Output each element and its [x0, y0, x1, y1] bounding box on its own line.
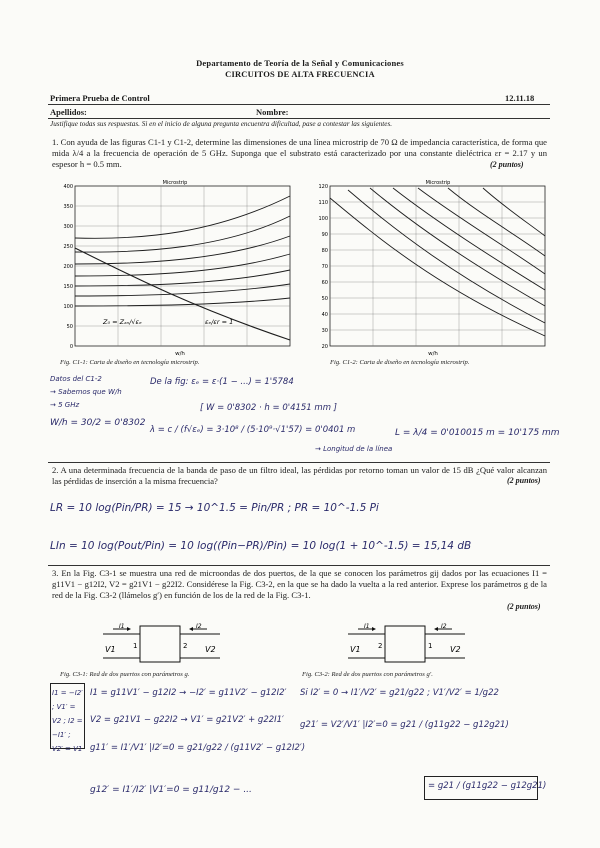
- answer-1-line-3: → 5 GHz: [50, 401, 80, 409]
- exam-date: 12.11.18: [505, 93, 535, 103]
- y-tick-label: 50: [66, 324, 73, 330]
- y-tick-label: 200: [63, 264, 73, 270]
- question-3-text: 3. En la Fig. C3-1 se muestra una red de microondas de dos puertos, de la que se conocen los parámetros gij dados por las ecuaciones I1 = g11V1 − g12I2, V2 = g21V1 − g22I2. Considérese la Fig. C3-2, en la que se ha dado la vuelta a la red anterior. Exprese los parámetros g de la red de la Fig. C3-2 (llámelos g′) en función de los de la red de la Fig. C3-1.: [52, 568, 547, 601]
- answer-3-line-3: V2 = g21V1 − g22I2 → V1′ = g21V2′ + g22I1′: [90, 715, 284, 725]
- y-tick-label: 80: [321, 248, 328, 254]
- curve: [370, 188, 545, 306]
- exam-title: Primera Prueba de Control: [50, 93, 150, 103]
- c3-1-port2: 2: [183, 642, 188, 650]
- divider-q3: [48, 565, 550, 566]
- c3-1-port1: 1: [133, 642, 138, 650]
- curve: [418, 188, 545, 274]
- c3-1-v2: V2: [205, 645, 216, 654]
- y-tick-label: 110: [318, 200, 328, 206]
- header-rule: [48, 104, 550, 105]
- fig1-annotation-eps: εₑ/εr = 1: [205, 318, 234, 326]
- c3-2-v2: V2: [450, 645, 461, 654]
- figure-c1-1: [55, 178, 300, 358]
- answer-1-line-7: λ = c / (f√εₑ) = 3·10⁸ / (5·10⁹·√1'57) = 0'0401 m: [150, 425, 356, 435]
- y-tick-label: 50: [321, 296, 328, 302]
- question-2-text: 2. A una determinada frecuencia de la banda de paso de un filtro ideal, las pérdidas por retorno toman un valor de 15 dB ¿Qué valor alcanzan las pérdidas de inserción a la misma frecuencia?: [52, 465, 547, 487]
- y-tick-label: 0: [69, 344, 73, 350]
- answer-3-line-5: Si I2′ = 0 → I1′/V2′ = g21/g22 ; V1′/V2′ = 1/g22: [300, 688, 499, 698]
- course-title: CIRCUITOS DE ALTA FRECUENCIA: [225, 69, 375, 79]
- curve: [75, 216, 290, 252]
- fig1-xlabel: w/h: [175, 351, 185, 357]
- y-tick-label: 20: [321, 344, 328, 350]
- surname-label: Apellidos:: [50, 107, 87, 117]
- fig2-title: Microstrip: [425, 180, 451, 186]
- y-tick-label: 90: [321, 232, 328, 238]
- fig2-xlabel: w/h: [428, 351, 438, 357]
- answer-3-line-2: I1 = g11V1′ − g12I2 → −I2′ = g11V2′ − g12I2′: [90, 688, 287, 698]
- figure-c3-1: [95, 620, 230, 670]
- answer-1-line-2: → Sabemos que W/h: [50, 388, 122, 396]
- y-tick-label: 30: [321, 328, 328, 334]
- y-tick-label: 40: [321, 312, 328, 318]
- fig1-title: Microstrip: [162, 180, 188, 186]
- c3-2-v1: V1: [350, 645, 361, 654]
- y-tick-label: 300: [63, 224, 73, 230]
- answer-1-line-8: → Longitud de la línea: [315, 445, 393, 453]
- department-title: Departamento de Teoría de la Señal y Comunicaciones: [196, 58, 404, 68]
- answer-1-line-5: De la fig: εₑ = ε·(1 − ...) = 1'5784: [150, 377, 294, 387]
- figure-c3-1-caption: Fig. C3-1: Red de dos puertos con parámetros g.: [60, 671, 190, 678]
- y-tick-label: 120: [318, 184, 328, 190]
- figure-c3-2-diagram: [340, 620, 475, 670]
- name-rule: [48, 118, 550, 119]
- figure-c1-2-caption: Fig. C1-2: Carta de diseño en tecnología microstrip.: [330, 359, 470, 366]
- question-2-points: (2 puntos): [507, 476, 541, 485]
- fig1-annotation-z0: Z₀ = Zₐₙ/√εₑ: [103, 318, 142, 326]
- answer-2-line-1: LR = 10 log(Pin/PR) = 15 → 10^1.5 = Pin/PR ; PR = 10^-1.5 Pi: [50, 502, 379, 514]
- c3-1-i1: I1: [119, 623, 125, 630]
- answer-3-line-1: I1 = −I2′ ; V1′ = V2 ; I2 = −I1′ ; V2′ = V1: [52, 689, 83, 753]
- y-tick-label: 250: [63, 244, 73, 250]
- figure-c1-2-plot: [308, 178, 553, 358]
- answer-3-line-8: = g21 / (g11g22 − g12g21): [428, 781, 547, 791]
- answer-1-line-1: Datos del C1-2: [50, 375, 102, 383]
- y-tick-label: 100: [318, 216, 328, 222]
- figure-c1-1-plot: [55, 178, 300, 358]
- y-tick-label: 60: [321, 280, 328, 286]
- y-tick-label: 70: [321, 264, 328, 270]
- y-tick-label: 100: [63, 304, 73, 310]
- c3-1-v1: V1: [105, 645, 116, 654]
- answer-1-line-4: W/h = 30/2 = 0'8302: [50, 418, 146, 428]
- question-3-points: (2 puntos): [507, 602, 541, 611]
- figure-c3-1-diagram: [95, 620, 230, 670]
- c3-2-port1: 1: [428, 642, 433, 650]
- curve: [75, 254, 290, 276]
- instructions: Justifique todas sus respuestas. Si en el inicio de alguna pregunta encuentra dificultad, pase a contestar las siguientes.: [50, 120, 393, 128]
- answer-1-line-6: [ W = 0'8302 · h = 0'4151 mm ]: [200, 403, 338, 413]
- c3-2-i2: I2: [441, 623, 447, 630]
- name-label: Nombre:: [256, 107, 289, 117]
- curve: [393, 188, 545, 290]
- figure-c1-1-caption: Fig. C1-1: Carta de diseño en tecnología microstrip.: [60, 359, 200, 366]
- y-tick-label: 400: [63, 184, 73, 190]
- c3-2-i1: I1: [364, 623, 370, 630]
- y-tick-label: 150: [63, 284, 73, 290]
- curve: [483, 188, 545, 236]
- figure-c1-2: [308, 178, 553, 358]
- answer-1-line-9: L = λ/4 = 0'010015 m = 10'175 mm: [395, 428, 560, 438]
- figure-c3-2-caption: Fig. C3-2: Red de dos puertos con parámetros g′.: [302, 671, 433, 678]
- curve: [330, 198, 545, 336]
- curve: [75, 236, 290, 264]
- answer-2-line-2: LIn = 10 log(Pout/Pin) = 10 log((Pin−PR)/Pin) = 10 log(1 + 10^-1.5) = 15,14 dB: [50, 540, 472, 552]
- curve: [448, 188, 545, 256]
- curve: [75, 196, 290, 238]
- curve: [348, 190, 545, 323]
- answer-3-line-4: g11′ = I1′/V1′ |I2′=0 = g21/g22 / (g11V2′ − g12I2′): [90, 743, 306, 753]
- answer-3-line-7: g12′ = I1′/I2′ |V1′=0 = g11/g12 − ...: [90, 785, 252, 795]
- question-1-text: 1. Con ayuda de las figuras C1-1 y C1-2, determine las dimensiones de una línea microstrip de 70 Ω de impedancia característica, de forma que mida λ/4 a la frecuencia de operación de 5 GHz. Suponga que el substrato está caracterizado por una constante dieléctrica εr = 2.17 y un espesor h = 0.5 mm.: [52, 137, 547, 170]
- question-1-points: (2 puntos): [490, 160, 524, 169]
- c3-2-port2: 2: [378, 642, 383, 650]
- answer-3-line-6: g21′ = V2′/V1′ |I2′=0 = g21 / (g11g22 − g12g21): [300, 720, 509, 730]
- c3-1-i2: I2: [196, 623, 202, 630]
- y-tick-label: 350: [63, 204, 73, 210]
- divider-q2: [48, 462, 550, 463]
- figure-c3-2: [340, 620, 475, 670]
